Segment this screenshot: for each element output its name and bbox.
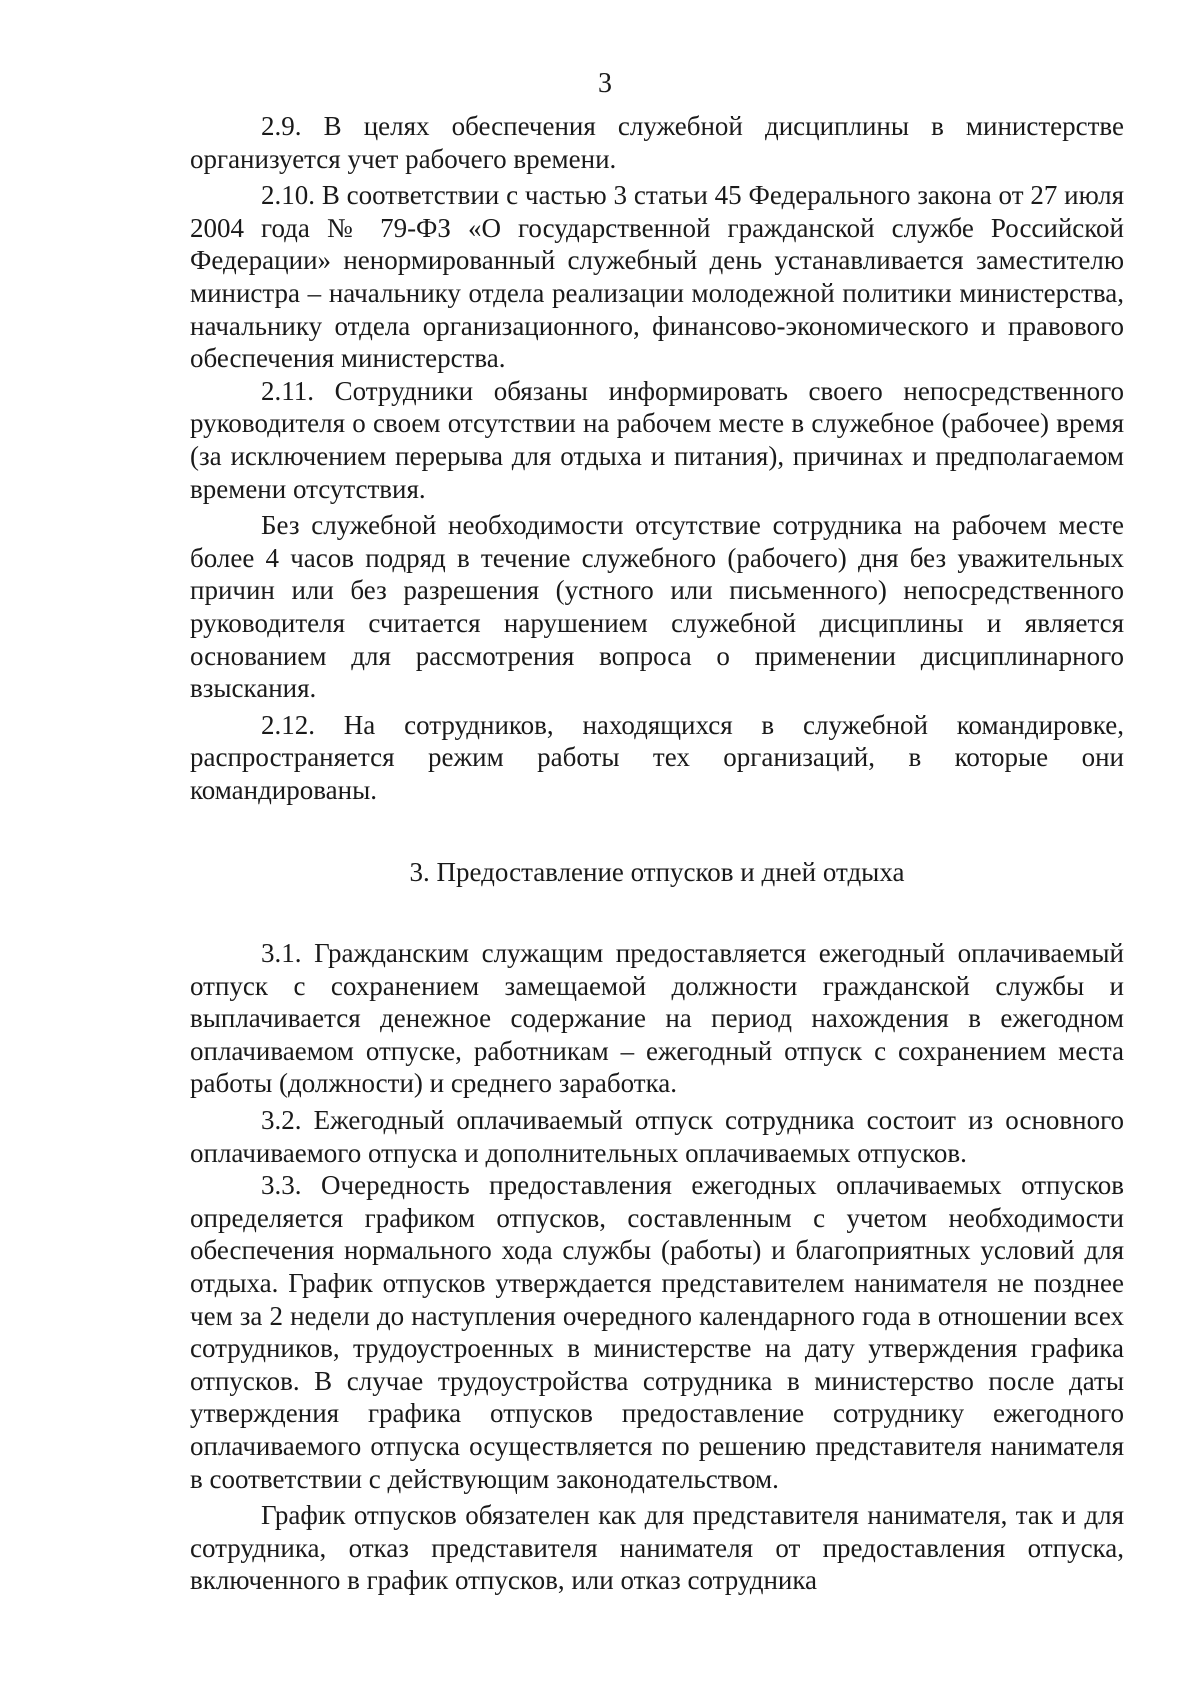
page-number: 3 [598,68,612,99]
section-3-heading: 3. Предоставление отпусков и дней отдыха [409,857,905,888]
paragraph-2-10: 2.10. В соответствии с частью 3 статьи 45 Федерального закона от 27 июля 2004 года № 79-ФЗ «О государственной гражданской службе Российской Федерации» ненормированный служебный день устанавливается заместителю министра – начальнику отдела реализации молодежной политики министерства, начальнику отдела организационного, финансово-экономического и правового обеспечения министерства. [190,180,1124,374]
paragraph-3-2: 3.2. Ежегодный оплачиваемый отпуск сотрудника состоит из основного оплачиваемого отпуска и дополнительных оплачиваемых отпусков. [190,1105,1124,1168]
paragraph-3-3: 3.3. Очередность предоставления ежегодных оплачиваемых отпусков определяется графиком отпусков, составленным с учетом необходимости обеспечения нормального хода службы (работы) и благоприятных условий для отдыха. График отпусков утверждается представителем нанимателя не позднее чем за 2 недели до наступления очередного календарного года в отношении всех сотрудников, трудоустроенных в министерстве на дату утверждения графика отпусков. В случае трудоустройства сотрудника в министерство после даты утверждения графика отпусков предоставление сотруднику ежегодного оплачиваемого отпуска осуществляется по решению представителя нанимателя в соответствии с действующим законодательством. [190,1170,1124,1494]
paragraph-2-12: 2.12. На сотрудников, находящихся в служебной командировке, распространяется режим работы тех организаций, в которые они командированы. [190,709,1124,805]
paragraph-3-3-continued: График отпусков обязателен как для представителя нанимателя, так и для сотрудника, отказ представителя нанимателя от предоставления отпуска, включенного в график отпусков, или отказ сотрудника [190,1500,1124,1596]
paragraph-2-11-continued: Без служебной необходимости отсутствие сотрудника на рабочем месте более 4 часов подряд в течение служебного (рабочего) дня без уважительных причин или без разрешения (устного или письменного) непосредственного руководителя считается нарушением служебной дисциплины и является основанием для рассмотрения вопроса о применении дисциплинарного взыскания. [190,510,1124,704]
paragraph-2-11: 2.11. Сотрудники обязаны информировать своего непосредственного руководителя о своем отсутствии на рабочем месте в служебное (рабочее) время (за исключением перерыва для отдыха и питания), причинах и предполагаемом времени отсутствия. [190,375,1124,504]
paragraph-2-9: 2.9. В целях обеспечения служебной дисциплины в министерстве организуется учет рабочего времени. [190,111,1124,174]
document-body [190,110,1124,1597]
paragraph-3-1: 3.1. Гражданским служащим предоставляется ежегодный оплачиваемый отпуск с сохранением замещаемой должности гражданской службы и выплачивается денежное содержание на период нахождения в ежегодном оплачиваемом отпуске, работникам – ежегодный отпуск с сохранением места работы (должности) и среднего заработка. [190,938,1124,1099]
